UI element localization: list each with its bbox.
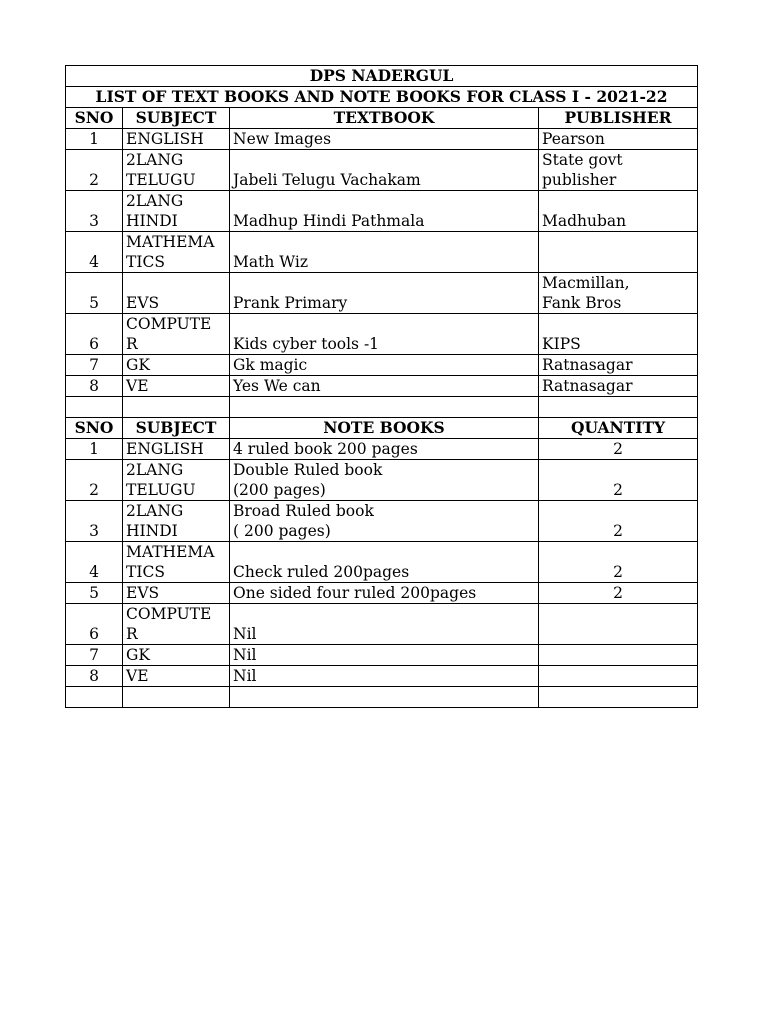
- textbook-cell: Math Wiz: [230, 232, 539, 273]
- subject-cell: 2LANG TELUGU: [123, 150, 230, 191]
- publisher-cell: Pearson: [539, 129, 698, 150]
- notebook-row: [66, 645, 698, 666]
- header-sno: SNO: [66, 418, 123, 439]
- empty-cell: [66, 397, 123, 418]
- subject-cell: EVS: [123, 583, 230, 604]
- notebook-cell: Check ruled 200pages: [230, 542, 539, 583]
- textbook-cell: Madhup Hindi Pathmala: [230, 191, 539, 232]
- publisher-cell: Ratnasagar: [539, 355, 698, 376]
- header-quantity: QUANTITY: [539, 418, 698, 439]
- spacer-row: [66, 397, 698, 418]
- subject-cell: MATHEMA TICS: [123, 232, 230, 273]
- sno-cell: 1: [66, 129, 123, 150]
- spacer-row: [66, 687, 698, 708]
- school-name: DPS NADERGUL: [66, 66, 698, 87]
- sno-cell: 5: [66, 583, 123, 604]
- notebook-row: [66, 583, 698, 604]
- subject-cell: VE: [123, 666, 230, 687]
- textbook-cell: Prank Primary: [230, 273, 539, 314]
- textbook-row: [66, 232, 698, 273]
- publisher-cell: [539, 232, 698, 273]
- table-body: [66, 66, 698, 708]
- notebook-row: [66, 666, 698, 687]
- sno-cell: 2: [66, 150, 123, 191]
- notebook-cell: Double Ruled book (200 pages): [230, 460, 539, 501]
- textbook-row: [66, 129, 698, 150]
- publisher-cell: KIPS: [539, 314, 698, 355]
- notebook-cell: Nil: [230, 666, 539, 687]
- sno-cell: 2: [66, 460, 123, 501]
- textbook-row: [66, 273, 698, 314]
- sno-cell: 8: [66, 666, 123, 687]
- subject-cell: 2LANG HINDI: [123, 501, 230, 542]
- quantity-cell: 2: [539, 583, 698, 604]
- notebook-header-row: [66, 418, 698, 439]
- quantity-cell: 2: [539, 501, 698, 542]
- subject-cell: VE: [123, 376, 230, 397]
- textbook-header-row: [66, 108, 698, 129]
- textbook-cell: Yes We can: [230, 376, 539, 397]
- sno-cell: 1: [66, 439, 123, 460]
- textbook-cell: New Images: [230, 129, 539, 150]
- textbook-row: [66, 191, 698, 232]
- header-textbook: TEXTBOOK: [230, 108, 539, 129]
- empty-cell: [539, 687, 698, 708]
- sno-cell: 7: [66, 645, 123, 666]
- subject-cell: GK: [123, 355, 230, 376]
- title-row: [66, 87, 698, 108]
- subject-cell: ENGLISH: [123, 129, 230, 150]
- sno-cell: 8: [66, 376, 123, 397]
- sno-cell: 5: [66, 273, 123, 314]
- school-row: [66, 66, 698, 87]
- notebook-row: [66, 439, 698, 460]
- list-title: LIST OF TEXT BOOKS AND NOTE BOOKS FOR CLASS I - 2021-22: [66, 87, 698, 108]
- sno-cell: 6: [66, 314, 123, 355]
- quantity-cell: 2: [539, 439, 698, 460]
- textbook-row: [66, 355, 698, 376]
- notebook-cell: 4 ruled book 200 pages: [230, 439, 539, 460]
- textbook-cell: Kids cyber tools -1: [230, 314, 539, 355]
- publisher-cell: Macmillan, Fank Bros: [539, 273, 698, 314]
- quantity-cell: 2: [539, 542, 698, 583]
- sno-cell: 4: [66, 542, 123, 583]
- subject-cell: MATHEMA TICS: [123, 542, 230, 583]
- sno-cell: 7: [66, 355, 123, 376]
- subject-cell: COMPUTE R: [123, 314, 230, 355]
- sno-cell: 3: [66, 501, 123, 542]
- header-sno: SNO: [66, 108, 123, 129]
- sno-cell: 3: [66, 191, 123, 232]
- quantity-cell: 2: [539, 460, 698, 501]
- publisher-cell: Madhuban: [539, 191, 698, 232]
- subject-cell: EVS: [123, 273, 230, 314]
- header-subject: SUBJECT: [123, 108, 230, 129]
- notebook-row: [66, 460, 698, 501]
- notebook-row: [66, 604, 698, 645]
- empty-cell: [539, 397, 698, 418]
- header-notebooks: NOTE BOOKS: [230, 418, 539, 439]
- notebook-cell: Nil: [230, 604, 539, 645]
- header-publisher: PUBLISHER: [539, 108, 698, 129]
- textbook-cell: Gk magic: [230, 355, 539, 376]
- subject-cell: GK: [123, 645, 230, 666]
- textbook-cell: Jabeli Telugu Vachakam: [230, 150, 539, 191]
- empty-cell: [123, 397, 230, 418]
- publisher-cell: Ratnasagar: [539, 376, 698, 397]
- subject-cell: 2LANG HINDI: [123, 191, 230, 232]
- empty-cell: [123, 687, 230, 708]
- textbook-row: [66, 376, 698, 397]
- quantity-cell: [539, 666, 698, 687]
- subject-cell: ENGLISH: [123, 439, 230, 460]
- quantity-cell: [539, 645, 698, 666]
- empty-cell: [230, 687, 539, 708]
- sno-cell: 4: [66, 232, 123, 273]
- subject-cell: 2LANG TELUGU: [123, 460, 230, 501]
- quantity-cell: [539, 604, 698, 645]
- notebook-row: [66, 542, 698, 583]
- textbook-row: [66, 150, 698, 191]
- sno-cell: 6: [66, 604, 123, 645]
- subject-cell: COMPUTE R: [123, 604, 230, 645]
- empty-cell: [230, 397, 539, 418]
- notebook-cell: Broad Ruled book ( 200 pages): [230, 501, 539, 542]
- empty-cell: [66, 687, 123, 708]
- notebook-row: [66, 501, 698, 542]
- notebook-cell: Nil: [230, 645, 539, 666]
- textbook-row: [66, 314, 698, 355]
- header-subject: SUBJECT: [123, 418, 230, 439]
- publisher-cell: State govt publisher: [539, 150, 698, 191]
- notebook-cell: One sided four ruled 200pages: [230, 583, 539, 604]
- book-list-table: [65, 65, 698, 708]
